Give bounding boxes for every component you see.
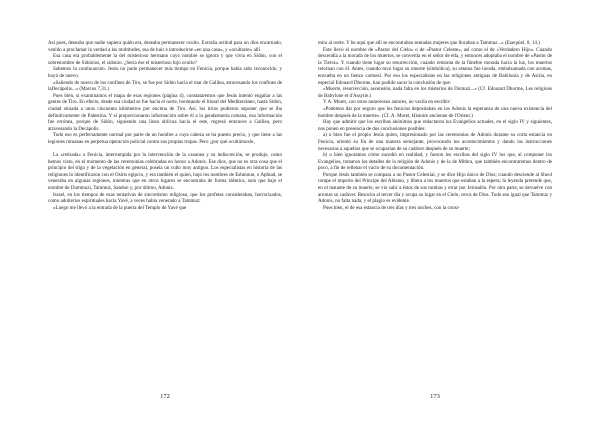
paragraph: Así pues, deseaba que nadie supiera quién era, deseaba permanecer oculto. Extraña actitud para un dios encarnado, venido a proclamar la verdad a las multitudes, esa de huir e introducirse «en una casa», y «ocultarse» allí. (48, 40, 282, 53)
paragraph: «Saliendo de nuevo de los confines de Tiro, se fue por Sidón hacia el mar de Galilea, atravesando los confines de laDecápolis...» (Marcos 7,31.) (48, 79, 282, 93)
left-page-text (48, 40, 282, 211)
paragraph: mira al norte. Y he aquí que allí se encontraban sentadas mujeres que lloraban a Tammuz...» (Ezequiel, 8, 14.) (318, 40, 540, 46)
paragraph: Pues bien, si examinamos el mapa de esas regiones (página 4), constataremos que Jesús intentó engañar a las gentes de Tiro. En efecto, desde esa ciudad se fue hacia el norte, bordeando el litoral del Mediterráneo, hasta Sidón, ciudad situada a unos cincuenta kilómetros por encima de Tiro. Así, los tirios pudieron suponer que se iba definitivamente de Palestina. Y si proporcionaron información sobre él a la gendarmería romana, esa información fue errónea, porque de Sidón, siguiendo una línea oblicua hacia el este, regresó entonces a Galilea, pero atravesando la Decápolis. (48, 92, 282, 132)
paragraph: Sabemos la continuación. Jesús no pudo permanecer más tiempo en Fenicia, porque había sido reconocido, y huyó de nuevo. (48, 66, 282, 79)
paragraph: Esa casa era probablemente la del misterioso hermano cuyo nombre se ignora y que vivía en Sidón, con el sobrenombre de Sidónios, el sidonio. ¿Sería ése el misterioso hijo oculto? (48, 53, 282, 66)
right-page-text (318, 40, 552, 211)
paragraph: b) o bien ignoramos cómo sucedió en realidad, y fueron los escribas del siglo IV los que, al componer los Evangelios, tomaron los detalles de la religión de Adonis y de la de Mithra, que también encontraremos dentro de poco, a fin de rellenar el vacío de su documentación. (318, 152, 552, 172)
paragraph: Y A. Moret, con otros numerosos autores, no vacila en escribir: (323, 99, 451, 106)
paragraph: «Muerte, resurrección, ascensión, nada falta en los misterios de Dumuzi...» (Cf. Edouard Dhorme, Les religions de Babylone et d'Assyrie.) (318, 86, 552, 99)
paragraph: Este llevó el nombre de «Pastor del Cielo» o de «Pastor Celeste», así como el de «Verdadero Hijo». Cuando descendía a la morada de los muertos, se convertía en el señor de ella, y entonces adoptaba el nombre de «Pastor de la Tierra». Y cuando tiene lugar su resurrección, cuando remonta de la fúnebre morada hacia la luz, los muertos retornan con él. Antes, cuando tuvo lugar su muerte (simbólica), su estatua fue lavada, embalsamada con aromas, envuelta en un lienzo carmesí. Por eso los especialistas en las religiones antiguas de Babilonia y de Asiria, en especial Edouard Dhorme, han podido sacar la conclusión de que: (318, 46, 552, 86)
paragraph: Israel, en los tiempos de esas tentativas de sincretismo religioso, que los profetas consideraban, horrorizados, como adulterios espirituales hacia Yavé, a veces había venerado a Tammuz: (48, 191, 282, 205)
paragraph: Todo eso es perfectamente normal por parte de un hombre a cuya cabeza se ha puesto precio, y que tiene a las legiones romanas en perpetua operación policial contra sus propias tropas. Pero ¿por qué ocultárnoslo, (48, 132, 282, 145)
page-number-right: 173 (430, 393, 440, 400)
paragraph: Porque Jesús también se compara a un Pastor Celestial, y se dice Hijo único de Dios; cuando desciende al Sheol rompe el imperio del Príncipe del Abismo, y libera a los muertos que estaban a la espera; la leyenda pretende que, en el instante de su muerte, se vio salir a éstos de sus tumbas y errar por Jerusalén. Por otra parte, se devuelve con aromas su cadáver. Resucita al tercer día y ocupa su lugar en el Cielo, cerca de Dios. Todo eso igual que Tammuz y Adonis, no falta nada, y el plagio es evidente. (318, 171, 552, 205)
paragraph: Hay que admitir que los escribas anónimos que redactaron los Evangelios actuales, en el siglo IV y siguientes, nos ponen en presencia de dos conclusiones posibles: (318, 119, 552, 132)
paragraph: «Luego me llevó a la entrada de la puerta del Templo de Yavé que (53, 204, 187, 211)
paragraph: a) o bien fue el propio Jesús quien, impresionado por las ceremonias de Adonis durante su corta estancia en Fenicia, orientó su fin de una manera semejante, provocando los acontecimientos y dando las instrucciones necesarias a aquellos que se ocuparían de su cadáver después de su muerte; (318, 132, 552, 152)
paragraph: La «retirada» a Fenicia, interrumpida por la intervención de la cananea y su indiscreción, se produjo, como hemos visto, en el momento de las ceremonias celebradas en honor a Adonis. Ese dios, que no es otra cosa que el principio del trigo y de la vegetación en general, poseía un culto muy antiguo. Los especialistas en historia de las religiones lo identificaron con el Osiris egipcio, y era también el quien, bajo los nombres de Eshmoun, o Aphiad, se veneraba en algunas regiones, mientras que en otros lugares se encontraba de forma idéntica, solo que bajo el nombre de Dummuzi, Tammuz, Sandon y, por último, Adonis. (48, 152, 282, 192)
page-number-left: 172 (160, 393, 170, 400)
paragraph: «Podemos dar por seguro que los fenicios depositaban en los Adonis la esperanza de una nueva existencia del hombre después de la muerte». (Cf. A. Moret, Histoire ancienne de l'Orient.) (318, 105, 552, 119)
paragraph: Pues bien, el de esa estancia de tres días y tres noches, con la consi- (323, 204, 460, 211)
